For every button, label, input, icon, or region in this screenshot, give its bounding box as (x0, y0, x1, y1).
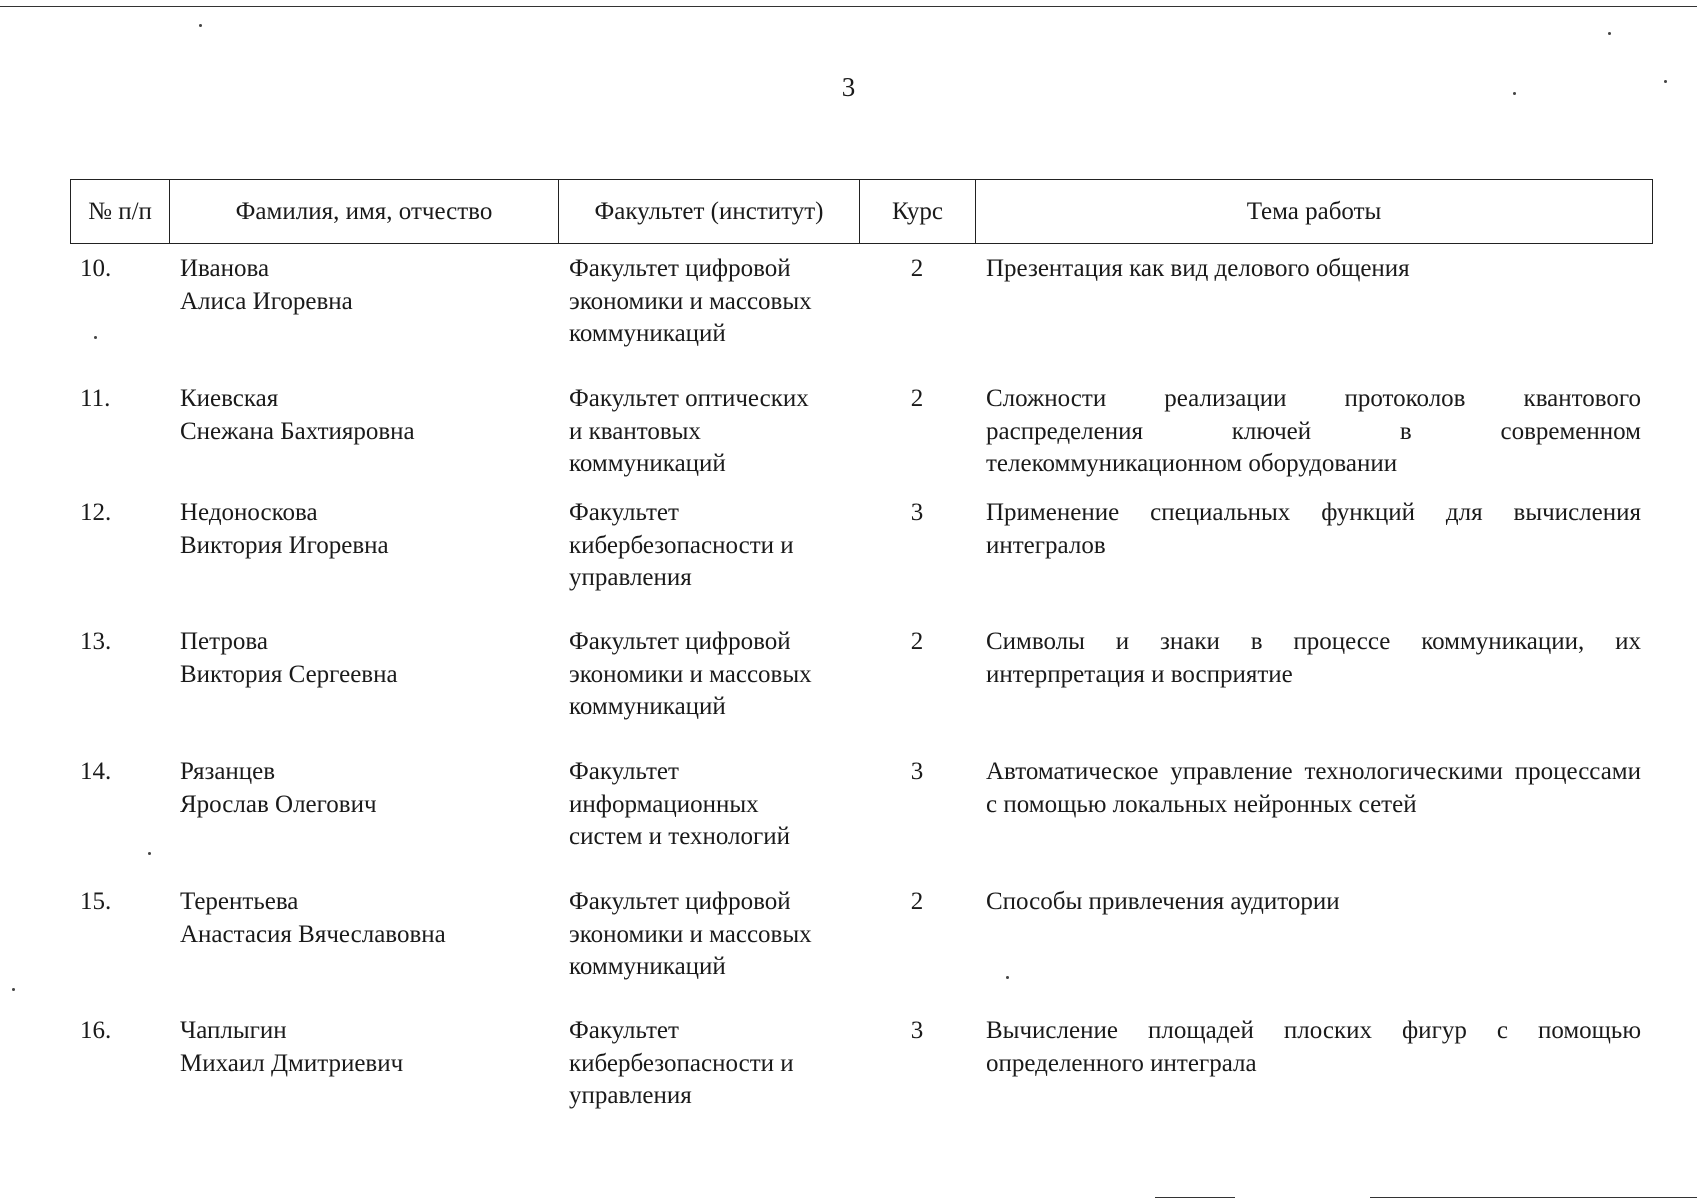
row-number: 10. (80, 255, 112, 282)
student-surname: Рязанцев (180, 758, 276, 785)
student-faculty: Факультет кибербезопасности и управления (569, 499, 794, 591)
student-surname: Чаплыгин (180, 1017, 287, 1044)
student-name (169, 383, 558, 481)
work-theme: Способы привлечения аудитории (986, 888, 1340, 915)
student-course: 2 (910, 385, 924, 412)
header-full-name: Фамилия, имя, отчество (170, 180, 559, 243)
student-surname: Недоноскова (180, 499, 318, 526)
student-faculty: Факультет информационных систем и технологий (569, 758, 791, 850)
scan-speck (1608, 32, 1611, 35)
scan-speck (199, 24, 202, 27)
row-number: 14. (80, 758, 112, 785)
row-number: 11. (80, 385, 111, 412)
student-surname: Киевская (180, 385, 279, 412)
page-bottom-edge (1155, 1197, 1235, 1198)
row-number: 13. (80, 628, 112, 655)
header-faculty: Факультет (институт) (559, 180, 860, 243)
table-row (70, 756, 1653, 854)
student-name (169, 756, 558, 854)
student-surname: Иванова (180, 255, 270, 282)
work-theme: Презентация как вид делового общения (986, 255, 1410, 282)
students-table (70, 179, 1653, 1109)
page-bottom-edge (1370, 1197, 1697, 1198)
table-row (70, 383, 1653, 481)
work-theme: Символы и знаки в процессе коммуникации, их интерпретация и восприятие (986, 628, 1641, 688)
student-faculty: Факультет оптических и квантовых коммуникаций (569, 385, 809, 477)
student-name (169, 1015, 558, 1113)
scan-speck (12, 988, 15, 991)
student-given-name: Анастасия Вячеславовна (180, 920, 446, 948)
work-theme: Применение специальных функций для вычисления интегралов (986, 499, 1641, 559)
student-name (169, 497, 558, 595)
student-surname: Терентьева (180, 888, 299, 915)
row-number: 15. (80, 888, 112, 915)
page-number: 3 (841, 72, 856, 102)
student-course: 2 (910, 628, 924, 655)
table-row (70, 626, 1653, 724)
table-row (70, 886, 1653, 984)
work-theme: Автоматическое управление технологическими процессами с помощью локальных нейронных сетей (986, 758, 1641, 818)
student-faculty: Факультет цифровой экономики и массовых коммуникаций (569, 888, 812, 980)
student-given-name: Алиса Игоревна (180, 287, 353, 315)
work-theme: Вычисление площадей плоских фигур с помощью определенного интеграла (986, 1017, 1641, 1077)
student-given-name: Виктория Игоревна (180, 531, 389, 559)
student-faculty: Факультет кибербезопасности и управления (569, 1017, 794, 1109)
page-top-edge (0, 6, 1697, 7)
student-name (169, 886, 558, 984)
student-surname: Петрова (180, 628, 268, 655)
header-course: Курс (860, 180, 976, 243)
student-given-name: Ярослав Олегович (180, 790, 377, 818)
row-number: 16. (80, 1017, 112, 1044)
student-name (169, 626, 558, 724)
work-theme: Сложности реализации протоколов квантового распределения ключей в современном телекоммуникационном оборудовании (986, 385, 1641, 477)
student-course: 3 (910, 499, 924, 526)
table-row (70, 253, 1653, 351)
student-course: 2 (910, 255, 924, 282)
table-row (70, 497, 1653, 595)
student-given-name: Михаил Дмитриевич (180, 1049, 404, 1077)
header-number: № п/п (71, 180, 170, 243)
student-given-name: Виктория Сергеевна (180, 660, 398, 688)
student-faculty: Факультет цифровой экономики и массовых коммуникаций (569, 628, 812, 720)
header-theme: Тема работы (1246, 197, 1382, 225)
table-header (70, 179, 1653, 244)
student-faculty: Факультет цифровой экономики и массовых коммуникаций (569, 255, 812, 347)
student-given-name: Снежана Бахтияровна (180, 417, 415, 445)
student-name (169, 253, 558, 351)
table-row (70, 1015, 1653, 1113)
student-course: 3 (910, 1017, 924, 1044)
student-course: 3 (910, 758, 924, 785)
row-number: 12. (80, 499, 112, 526)
student-course: 2 (910, 888, 924, 915)
